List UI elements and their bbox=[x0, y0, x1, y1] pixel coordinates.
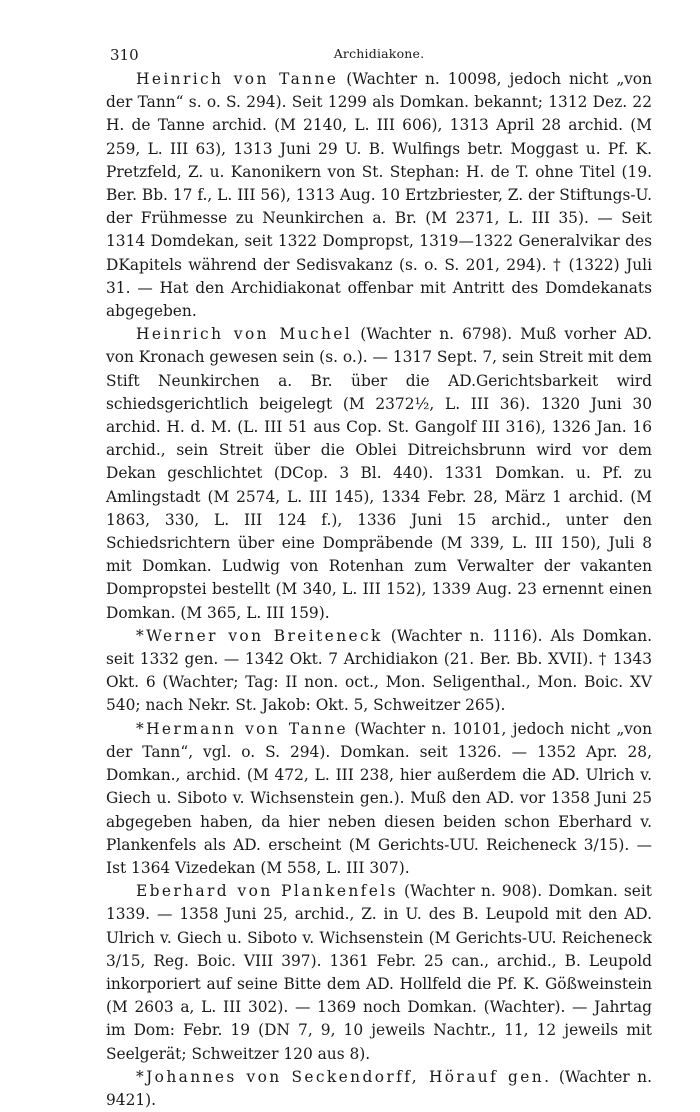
entry-hermann-von-tanne bbox=[106, 718, 652, 880]
page-header bbox=[106, 38, 652, 68]
entry-name: *Hermann von Tanne bbox=[136, 719, 349, 738]
entry-werner-von-breiteneck bbox=[106, 625, 652, 718]
entry-heinrich-von-tanne bbox=[106, 68, 652, 323]
entry-name: *Werner von Breiteneck bbox=[136, 626, 383, 645]
entry-text: (Wachter n. 10098, jedoch nicht „von der Tann“ s. o. S. 294). Seit 1299 als Domkan. bekannt; 1312 Dez. 22 H. de Tanne archid. (M 2140, L. III 606), 1313 April 28 archid. (M 259, L. III 63), 1313 Juni 29 U. B. Wulfings betr. Moggast u. Pf. K. Pretzfeld, Z. u. Kanonikern von St. Stephan: H. de T. ohne Titel (19. Ber. Bb. 17 f., L. III 56), 1313 Aug. 10 Ertzbriester, Z. der Stiftungs-U. der Frühmesse zu Neunkirchen a. Br. (M 2371, L. III 35). — Seit 1314 Domdekan, seit 1322 Dompropst, 1319—1322 Generalvikar des DKapitels während der Sedisvakanz (s. o. S. 201, 294). † (1322) Juli 31. — Hat den Archidiakonat offenbar mit Antritt des Domdekanats abgegeben. bbox=[106, 70, 652, 321]
entry-text: (Wachter n. 908). Domkan. seit 1339. — 1358 Juni 25, archid., Z. in U. des B. Leupold mit den AD. Ulrich v. Giech u. Siboto v. Wichsenstein (M Gerichts-UU. Reicheneck 3/15, Reg. Boic. VIII 397). 1361 Febr. 25 can., archid., B. Leupold inkorporiert auf seine Bitte dem AD. Hollfeld die Pf. K. Gößweinstein (M 2603 a, L. III 302). — 1369 noch Domkan. (Wachter). — Jahrtag im Dom: Febr. 19 (DN 7, 9, 10 jeweils Nachtr., 11, 12 jeweils mit Seelgerät; Schweitzer 120 aus 8). bbox=[106, 882, 652, 1063]
body-text bbox=[106, 68, 652, 1112]
entry-johannes-von-seckendorff bbox=[106, 1066, 652, 1112]
entry-text: (Wachter n. 9421). bbox=[106, 1067, 652, 1109]
entry-text: (Wachter n. 6798). Muß vorher AD. von Kronach gewesen sein (s. o.). — 1317 Sept. 7, sein Streit mit dem Stift Neunkirchen a. Br. über die AD.Gerichtsbarkeit wird schiedsgerichtlich beigelegt (M 2372½, L. III 36). 1320 Juni 30 archid. H. d. M. (L. III 51 aus Cop. St. Gangolf III 316), 1326 Jan. 16 archid., sein Streit über die Oblei Ditreichsbrunn wird vor dem Dekan geschlichtet (DCop. 3 Bl. 440). 1331 Domkan. u. Pf. zu Amlingstadt (M 2574, L. III 145), 1334 Febr. 28, März 1 archid. (M 1863, 330, L. III 124 f.), 1336 Juni 15 archid., unter den Schiedsrichtern über eine Dompräbende (M 339, L. III 150), Juli 8 mit Domkan. Ludwig von Rotenhan zum Verwalter der vakanten Dompropstei bestellt (M 340, L. III 152), 1339 Aug. 23 ernennt einen Domkan. (M 365, L. III 159). bbox=[106, 325, 653, 622]
entry-name: Heinrich von Tanne bbox=[136, 70, 339, 88]
entry-name: Eberhard von Plankenfels bbox=[136, 882, 398, 901]
entry-name: Heinrich von Muchel bbox=[136, 325, 353, 344]
entry-text: (Wachter n. 10101, jedoch nicht „von der Tann“, vgl. o. S. 294). Domkan. seit 1326. — 1352 Apr. 28, Domkan., archid. (M 472, L. III 238, hier außerdem die AD. Ulrich v. Giech u. Siboto v. Wichsenstein gen.). Muß den AD. vor 1358 Juni 25 abgegeben haben, da hier neben diesen beiden schon Eberhard v. Plankenfels als AD. erscheint (M Gerichts-UU. Reicheneck 3/15). — Ist 1364 Vizedekan (M 558, L. III 307). bbox=[106, 719, 652, 877]
page-number: 310 bbox=[110, 46, 139, 64]
running-head: Archidiakone. bbox=[333, 46, 425, 61]
entry-text: (Wachter n. 1116). Als Domkan. seit 1332 gen. — 1342 Okt. 7 Archidiakon (21. Ber. Bb. XVII). † 1343 Okt. 6 (Wachter; Tag: II non. oct., Mon. Seligenthal., Mon. Boic. XV 540; nach Nekr. St. Jakob: Okt. 5, Schweitzer 265). bbox=[106, 626, 652, 715]
entry-name: *Johannes von Seckendorff, Hörauf gen. bbox=[136, 1067, 552, 1086]
entry-heinrich-von-muchel bbox=[106, 323, 652, 625]
entry-eberhard-von-plankenfels bbox=[106, 880, 652, 1066]
